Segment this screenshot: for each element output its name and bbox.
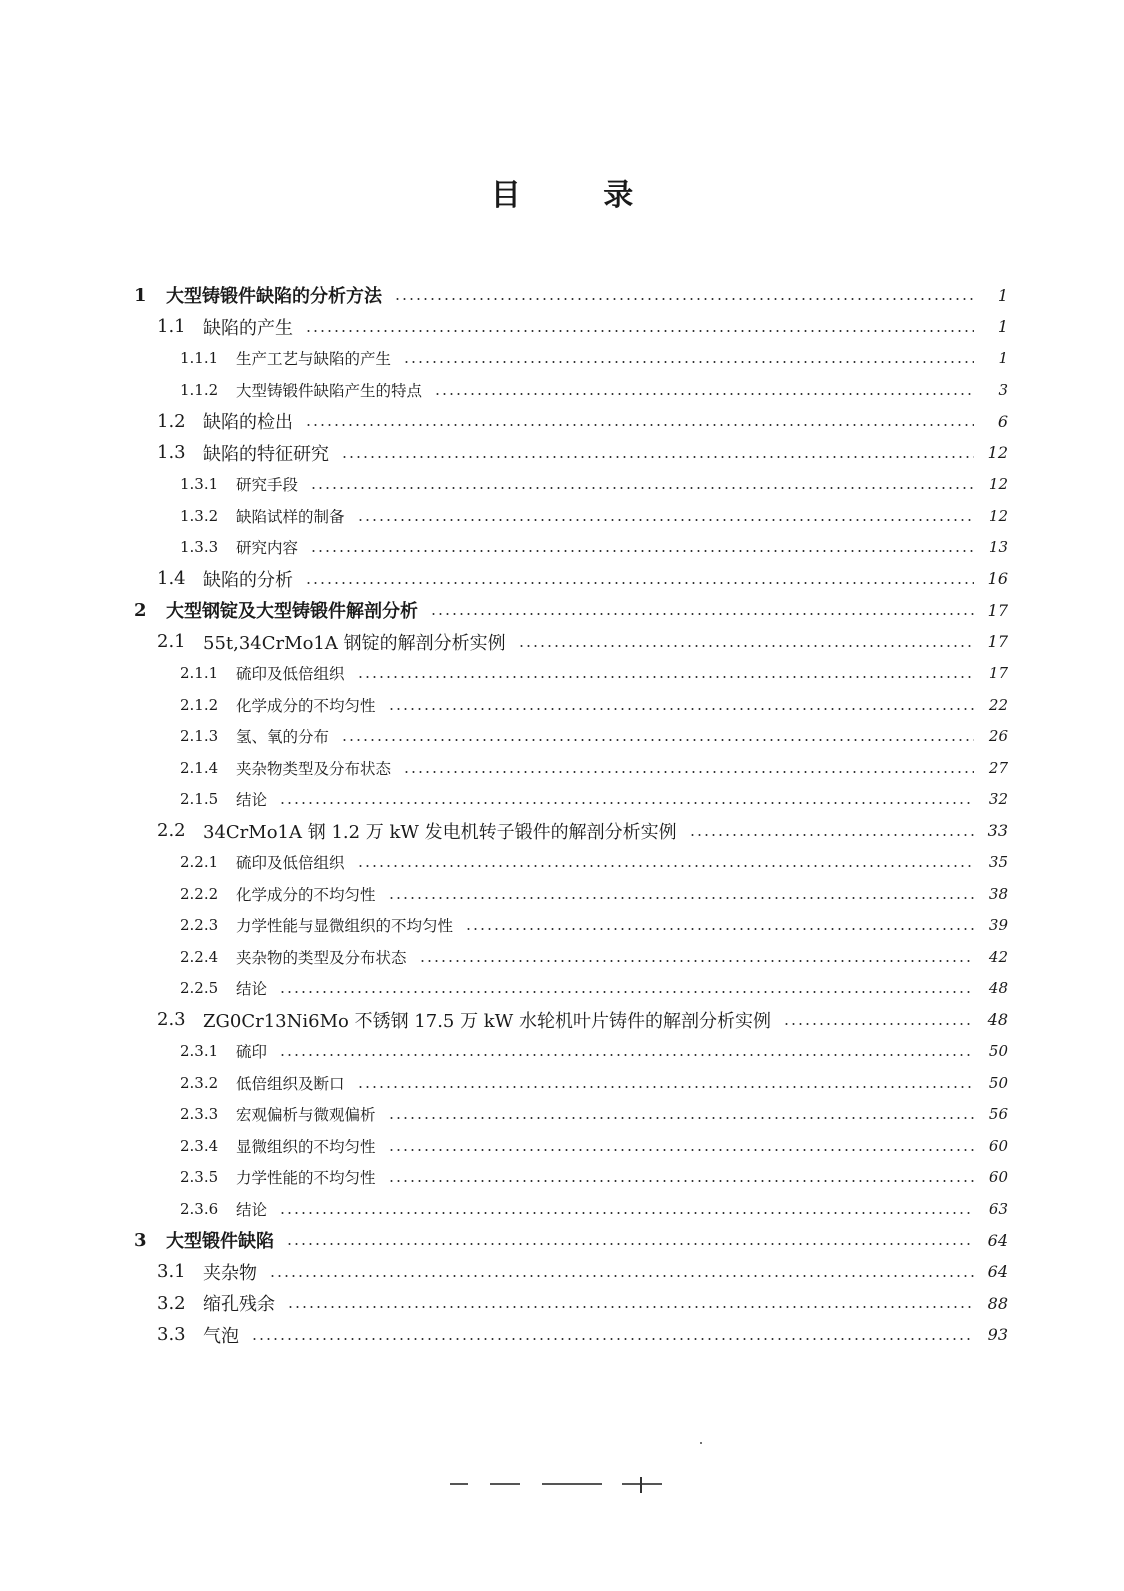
toc-entry-page-number: 42 (988, 947, 1008, 966)
toc-entry-label: 硫印及低倍组织 (236, 665, 345, 683)
toc-entry-level-2[interactable] (157, 438, 1008, 468)
dot-leader (279, 1054, 974, 1056)
toc-entry-number: 2.2 (157, 820, 186, 841)
toc-entry-label: ZG0Cr13Ni6Mo 不锈钢 17.5 万 kW 水轮机叶片铸件的解剖分析实例 (203, 1010, 771, 1032)
toc-entry-page-number: 12 (988, 506, 1008, 525)
toc-entry-label: 缺陷的产生 (203, 317, 293, 339)
toc-entry-page-number: 60 (988, 1136, 1008, 1155)
toc-entry-label: 化学成分的不均匀性 (236, 696, 376, 715)
dot-leader (518, 645, 974, 647)
dot-leader (279, 991, 974, 993)
toc-entry-label: 缺陷的分析 (203, 569, 293, 591)
toc-entry-page-number: 12 (987, 443, 1008, 462)
toc-entry-page-number: 3 (998, 380, 1008, 399)
dot-leader (403, 361, 974, 363)
toc-entry-level-3[interactable] (180, 690, 1008, 720)
dot-leader (357, 865, 974, 867)
toc-entry-label: 化学成分的不均匀性 (236, 885, 376, 904)
dot-leader (465, 928, 974, 930)
toc-entry-number: 2.1.5 (180, 790, 219, 808)
dot-leader (279, 1212, 974, 1214)
dot-leader (357, 1086, 974, 1088)
toc-entry-label: 大型锻件缺陷 (166, 1231, 274, 1252)
toc-entry-level-3[interactable] (180, 753, 1008, 783)
dot-leader (251, 1338, 974, 1340)
page-title-char-1: 目 (490, 178, 521, 213)
toc-entry-label: 大型钢锭及大型铸锻件解剖分析 (166, 601, 418, 622)
toc-entry-label: 夹杂物的类型及分布状态 (236, 948, 407, 967)
toc-entry-number: 2.1.1 (180, 664, 219, 682)
toc-entry-number: 1.1.1 (180, 349, 219, 367)
toc-entry-number: 1.3.2 (180, 506, 219, 525)
toc-entry-label: 缺陷的特征研究 (203, 443, 329, 465)
toc-entry-level-3[interactable] (180, 501, 1008, 531)
dot-leader (305, 424, 974, 426)
dot-leader (434, 393, 974, 395)
dot-leader (419, 960, 974, 962)
toc-entry-number: 2.2.2 (180, 884, 219, 903)
toc-entry-page-number: 17 (988, 664, 1008, 682)
toc-entry-level-2[interactable] (157, 406, 1008, 436)
toc-entry-label: 硫印及低倍组织 (236, 854, 345, 872)
toc-entry-level-2[interactable] (157, 1257, 1008, 1287)
toc-entry-level-3[interactable] (180, 942, 1008, 972)
toc-entry-page-number: 50 (988, 1042, 1008, 1060)
toc-entry-number: 1.4 (157, 568, 186, 589)
toc-entry-page-number: 17 (987, 600, 1008, 620)
dot-leader (305, 582, 974, 584)
toc-entry-level-3[interactable] (180, 658, 1008, 688)
toc-entry-number: 1.2 (157, 410, 186, 432)
toc-entry-number: 2.3.6 (180, 1199, 219, 1218)
toc-entry-label: 缺陷的检出 (203, 412, 293, 433)
dot-leader (287, 1306, 974, 1308)
dot-leader (388, 1117, 974, 1119)
toc-entry-number: 2.3.5 (180, 1168, 219, 1186)
toc-entry-level-3[interactable] (180, 1131, 1008, 1161)
toc-entry-level-1[interactable] (134, 280, 1008, 310)
toc-entry-label: 力学性能与显微组织的不均匀性 (236, 917, 454, 935)
dot-leader (394, 298, 974, 300)
toc-entry-page-number: 63 (988, 1199, 1008, 1218)
toc-entry-page-number: 48 (988, 979, 1008, 997)
toc-entry-level-1[interactable] (134, 595, 1008, 625)
toc-entry-number: 1.1.2 (180, 380, 219, 399)
dot-leader (783, 1023, 974, 1025)
dot-leader (286, 1243, 974, 1245)
toc-entry-label: 结论 (236, 791, 268, 809)
toc-entry-level-3[interactable] (180, 1099, 1008, 1129)
dot-leader (388, 708, 974, 710)
toc-entry-level-3[interactable] (180, 1162, 1008, 1192)
toc-entry-number: 1.3 (157, 442, 186, 463)
toc-entry-level-3[interactable] (180, 343, 1008, 373)
dot-leader (310, 487, 974, 489)
toc-entry-label: 55t,34CrMo1A 钢锭的解剖分析实例 (203, 632, 506, 654)
toc-entry-page-number: 50 (988, 1073, 1008, 1092)
dot-leader (341, 456, 974, 458)
dot-leader (388, 897, 974, 899)
toc-entry-label: 力学性能的不均匀性 (236, 1169, 376, 1187)
toc-entry-number: 3.3 (157, 1324, 186, 1345)
toc-entry-label: 研究手段 (236, 476, 299, 494)
toc-entry-level-3[interactable] (180, 1036, 1008, 1066)
toc-entry-level-3[interactable] (180, 469, 1008, 499)
toc-entry-label: 氢、氧的分布 (236, 728, 330, 746)
toc-entry-level-3[interactable] (180, 847, 1008, 877)
dot-leader (403, 771, 974, 773)
toc-entry-level-2[interactable] (157, 312, 1008, 342)
toc-entry-page-number: 22 (988, 695, 1008, 714)
toc-entry-level-2[interactable] (157, 1320, 1008, 1350)
dot-leader (310, 550, 974, 552)
toc-entry-page-number: 64 (987, 1230, 1008, 1250)
toc-entry-page-number: 39 (988, 916, 1008, 934)
toc-entry-number: 1.1 (157, 316, 186, 337)
toc-entry-label: 研究内容 (236, 539, 299, 557)
toc-entry-number: 2.3.1 (180, 1042, 219, 1060)
footer-smudge (440, 1465, 670, 1505)
toc-entry-label: 结论 (236, 980, 268, 998)
toc-entry-label: 气泡 (203, 1325, 239, 1347)
toc-entry-page-number: 6 (997, 411, 1008, 431)
toc-entry-page-number: 12 (988, 475, 1008, 493)
toc-entry-number: 2.1 (157, 631, 186, 652)
toc-entry-number: 2.1.3 (180, 727, 219, 745)
toc-entry-page-number: 13 (988, 538, 1008, 556)
dot-leader (388, 1180, 974, 1182)
dot-leader (357, 676, 974, 678)
dot-leader (341, 739, 974, 741)
toc-entry-page-number: 32 (988, 790, 1008, 808)
dot-leader (357, 519, 974, 521)
toc-entry-page-number: 93 (987, 1325, 1008, 1344)
toc-entry-number: 2.3 (157, 1009, 186, 1030)
toc-entry-page-number: 48 (987, 1010, 1008, 1029)
toc-entry-level-3[interactable] (180, 879, 1008, 909)
toc-entry-page-number: 35 (988, 853, 1008, 871)
toc-entry-label: 夹杂物类型及分布状态 (236, 759, 392, 778)
toc-entry-level-3[interactable] (180, 1194, 1008, 1224)
toc-entry-level-3[interactable] (180, 784, 1008, 814)
toc-entry-label: 大型铸锻件缺陷的分析方法 (166, 286, 382, 307)
toc-entry-label: 结论 (236, 1200, 268, 1219)
toc-entry-label: 缺陷试样的制备 (236, 507, 345, 526)
toc-entry-page-number: 88 (987, 1293, 1008, 1313)
toc-entry-number: 2.2.3 (180, 916, 219, 934)
toc-entry-page-number: 1 (997, 285, 1008, 305)
toc-entry-page-number: 27 (988, 758, 1008, 777)
toc-entry-page-number: 56 (988, 1105, 1008, 1123)
dot-leader (388, 1149, 974, 1151)
toc-entry-level-3[interactable] (180, 532, 1008, 562)
toc-entry-page-number: 33 (987, 821, 1008, 840)
toc-entry-label: 夹杂物 (203, 1262, 257, 1284)
toc-entry-page-number: 16 (987, 569, 1008, 588)
toc-entry-number: 3.2 (157, 1292, 186, 1314)
toc-entry-label: 低倍组织及断口 (236, 1074, 345, 1093)
toc-entry-level-2[interactable] (157, 564, 1008, 594)
toc-entry-label: 显微组织的不均匀性 (236, 1137, 376, 1156)
toc-entry-level-2[interactable] (157, 1288, 1008, 1318)
toc-entry-number: 2.3.2 (180, 1073, 219, 1092)
toc-entry-label: 大型铸锻件缺陷产生的特点 (236, 381, 423, 400)
toc-entry-number: 3 (134, 1229, 147, 1251)
toc-entry-level-2[interactable] (157, 1005, 1008, 1035)
dot-leader (279, 802, 974, 804)
toc-entry-number: 1 (134, 284, 147, 306)
toc-entry-page-number: 17 (987, 632, 1008, 651)
dot-leader (305, 330, 974, 332)
toc-entry-page-number: 26 (988, 727, 1008, 745)
toc-entry-number: 1.3.3 (180, 538, 219, 556)
toc-entry-number: 2.2.5 (180, 979, 219, 997)
toc-entry-page-number: 60 (988, 1168, 1008, 1186)
toc-entry-number: 2.3.3 (180, 1105, 219, 1123)
toc-entry-label: 宏观偏析与微观偏析 (236, 1106, 376, 1124)
scan-speck (700, 1442, 702, 1444)
toc-entry-number: 2.2.1 (180, 853, 219, 871)
toc-entry-number: 2 (134, 599, 147, 621)
toc-entry-page-number: 1 (998, 349, 1008, 367)
toc-entry-label: 硫印 (236, 1043, 268, 1061)
toc-entry-level-2[interactable] (157, 816, 1008, 846)
toc-entry-number: 2.1.2 (180, 695, 219, 714)
page-title-char-2: 录 (603, 178, 634, 213)
dot-leader (430, 613, 974, 615)
toc-entry-page-number: 38 (988, 884, 1008, 903)
toc-entry-page-number: 1 (997, 317, 1008, 336)
toc-entry-level-2[interactable] (157, 627, 1008, 657)
dot-leader (689, 834, 974, 836)
toc-entry-level-3[interactable] (180, 973, 1008, 1003)
toc-entry-label: 缩孔残余 (203, 1294, 275, 1315)
dot-leader (269, 1275, 974, 1277)
toc-entry-level-3[interactable] (180, 1068, 1008, 1098)
toc-entry-label: 生产工艺与缺陷的产生 (236, 350, 392, 368)
toc-entry-number: 2.2.4 (180, 947, 219, 966)
toc-entry-level-3[interactable] (180, 375, 1008, 405)
toc-entry-level-3[interactable] (180, 910, 1008, 940)
toc-entry-number: 2.1.4 (180, 758, 219, 777)
toc-entry-page-number: 64 (987, 1262, 1008, 1281)
toc-entry-level-1[interactable] (134, 1225, 1008, 1255)
toc-entry-number: 2.3.4 (180, 1136, 219, 1155)
toc-entry-label: 34CrMo1A 钢 1.2 万 kW 发电机转子锻件的解剖分析实例 (203, 821, 677, 843)
toc-entry-number: 3.1 (157, 1261, 186, 1282)
page-title (0, 170, 1124, 214)
toc-entry-number: 1.3.1 (180, 475, 219, 493)
toc-entry-level-3[interactable] (180, 721, 1008, 751)
